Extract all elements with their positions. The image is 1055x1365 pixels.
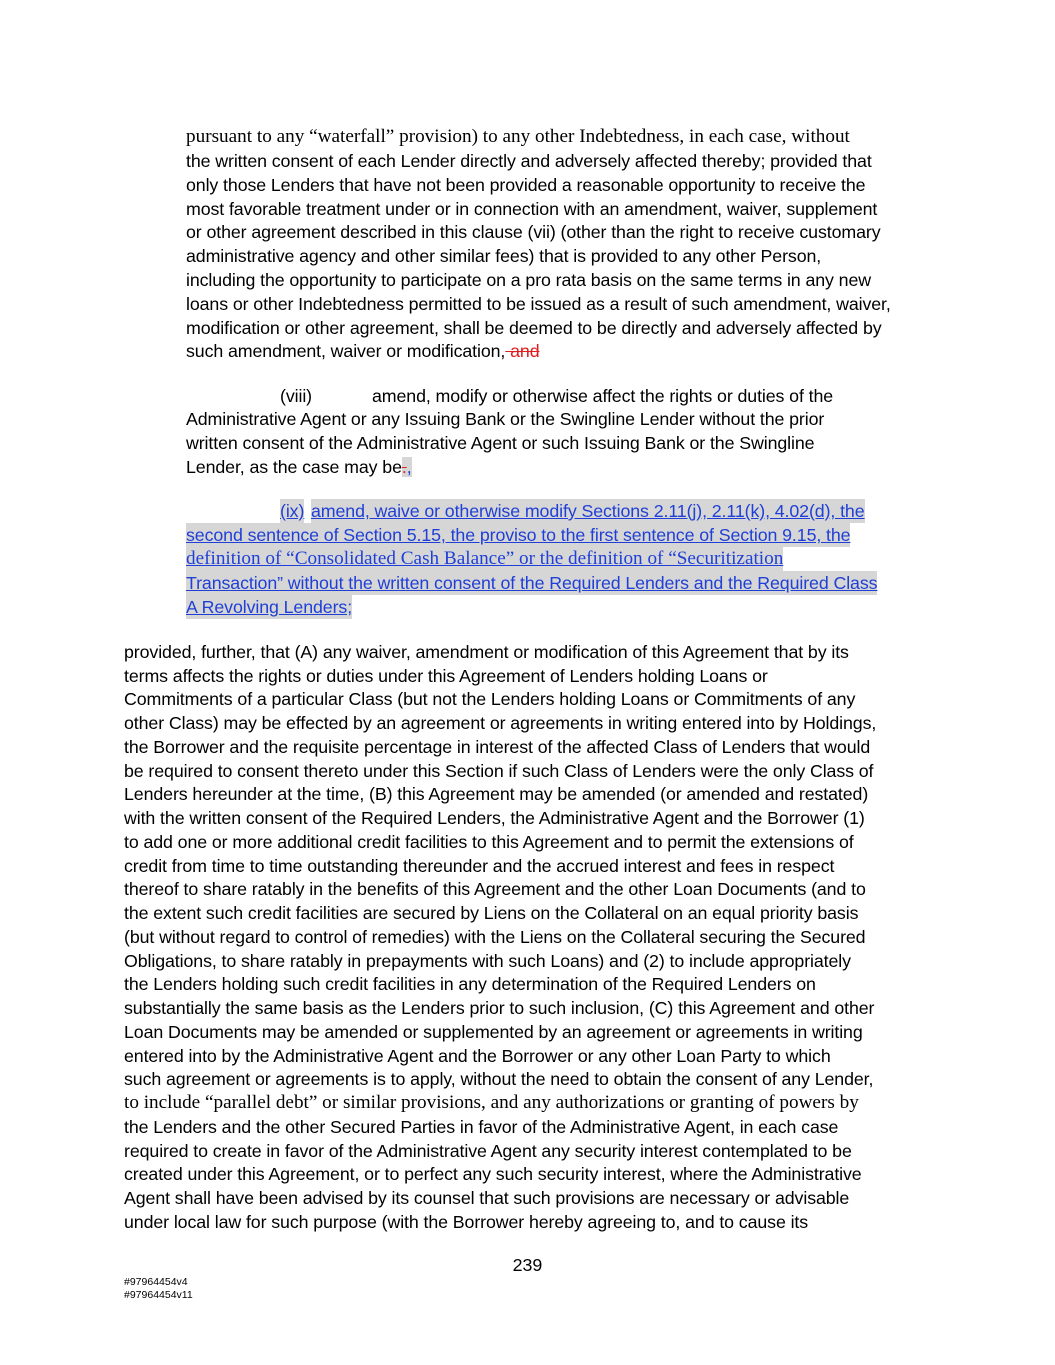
text-line: only those Lenders that have not been provided a reasonable opportunity to receive the: [186, 175, 866, 195]
text-line: with the written consent of the Required Lenders, the Administrative Agent and the Borrower (1): [124, 808, 865, 828]
text-line: to include “parallel debt” or similar provisions, and any authorizations or granting of powers by: [124, 1092, 859, 1113]
text-line: modification or other agreement, shall be deemed to be directly and adversely affected by: [186, 318, 882, 338]
inserted-text-line: second sentence of Section 5.15, the proviso to the first sentence of Section 9.15, the: [186, 525, 851, 545]
page-number: 239: [512, 1255, 543, 1275]
text-line: substantially the same basis as the Lenders prior to such inclusion, (C) this Agreement and other: [124, 998, 875, 1018]
text-line: other Class) may be effected by an agreement or agreements in writing entered into by Holdings,: [124, 713, 877, 733]
text-line: (but without regard to control of remedies) with the Liens on the Collateral securing the Secured: [124, 927, 866, 947]
text-line: Administrative Agent or any Issuing Bank or the Swingline Lender without the prior: [186, 409, 825, 429]
text-line: the extent such credit facilities are secured by Liens on the Collateral on an equal priority basis: [124, 903, 859, 923]
text-line: be required to consent thereto under this Section if such Class of Lenders were the only Class of: [124, 761, 874, 781]
inserted-text: ,: [406, 457, 412, 477]
text-line: [186, 339, 540, 363]
text-line: or other agreement described in this clause (vii) (other than the right to receive customary: [186, 222, 881, 242]
text-line: Lenders hereunder at the time, (B) this Agreement may be amended (or amended and restated): [124, 784, 869, 804]
clause-vii-last-text: such amendment, waiver or modification,: [186, 341, 506, 361]
text-line: loans or other Indebtedness permitted to be issued as a result of such amendment, waiver,: [186, 294, 891, 314]
inserted-text-line: amend, waive or otherwise modify Sections 2.11(j), 2.11(k), 4.02(d), the: [311, 501, 865, 521]
text-line: most favorable treatment under or in connection with an amendment, waiver, supplement: [186, 199, 878, 219]
text-line: the Lenders and the other Secured Parties in favor of the Administrative Agent, in each case: [124, 1117, 839, 1137]
text-line: provided, further, that (A) any waiver, amendment or modification of this Agreement that by its: [124, 642, 849, 662]
deleted-text: .: [401, 457, 407, 477]
text-line: such agreement or agreements is to apply, without the need to obtain the consent of any Lender,: [124, 1069, 874, 1089]
clause-number: (ix): [280, 501, 305, 521]
text-line: Agent shall have been advised by its counsel that such provisions are necessary or advisable: [124, 1188, 850, 1208]
inserted-text-line: Transaction” without the written consent of the Required Lenders and the Required Class: [186, 573, 878, 593]
text-line: amend, modify or otherwise affect the rights or duties of the: [372, 386, 834, 406]
text-line: under local law for such purpose (with the Borrower hereby agreeing to, and to cause its: [124, 1212, 809, 1232]
text-line: [186, 455, 412, 479]
text-line: the written consent of each Lender directly and adversely affected thereby; provided that: [186, 151, 872, 171]
text-line: the Borrower and the requisite percentage in interest of the affected Class of Lenders that would: [124, 737, 871, 757]
text-line: Loan Documents may be amended or supplemented by an agreement or agreements in writing: [124, 1022, 863, 1042]
text-line: created under this Agreement, or to perfect any such security interest, where the Administrative: [124, 1164, 862, 1184]
clause-number: (viii): [280, 386, 312, 406]
text-line: pursuant to any “waterfall” provision) to any other Indebtedness, in each case, without: [186, 126, 850, 147]
text-line: to add one or more additional credit facilities to this Agreement and to permit the extensions of: [124, 832, 854, 852]
document-id: #97964454v4: [124, 1276, 188, 1288]
text-line: including the opportunity to participate on a pro rata basis on the same terms in any new: [186, 270, 871, 290]
text-line: administrative agency and other similar fees) that is provided to any other Person,: [186, 246, 822, 266]
inserted-text-line: definition of “Consolidated Cash Balance” or the definition of “Securitization: [186, 548, 784, 569]
text-line: Commitments of a particular Class (but not the Lenders holding Loans or Commitments of any: [124, 689, 856, 709]
text-line: the Lenders holding such credit facilities in any determination of the Required Lenders on: [124, 974, 816, 994]
text-line: Obligations, to share ratably in prepayments with such Loans) and (2) to include appropriately: [124, 951, 851, 971]
deleted-text: and: [505, 341, 540, 361]
text-line: terms affects the rights or duties under this Agreement of Lenders holding Loans or: [124, 666, 768, 686]
clause-viii-last-text: Lender, as the case may be: [186, 457, 402, 477]
text-line: written consent of the Administrative Agent or such Issuing Bank or the Swingline: [186, 433, 815, 453]
text-line: credit from time to time outstanding thereunder and the accrued interest and fees in respect: [124, 856, 835, 876]
text-line: required to create in favor of the Administrative Agent any security interest contemplated to be: [124, 1141, 852, 1161]
document-id: #97964454v11: [124, 1289, 193, 1301]
text-line: entered into by the Administrative Agent and the Borrower or any other Loan Party to which: [124, 1046, 831, 1066]
text-line: thereof to share ratably in the benefits of this Agreement and the other Loan Documents (and to: [124, 879, 866, 899]
inserted-text-line: A Revolving Lenders;: [186, 597, 353, 617]
